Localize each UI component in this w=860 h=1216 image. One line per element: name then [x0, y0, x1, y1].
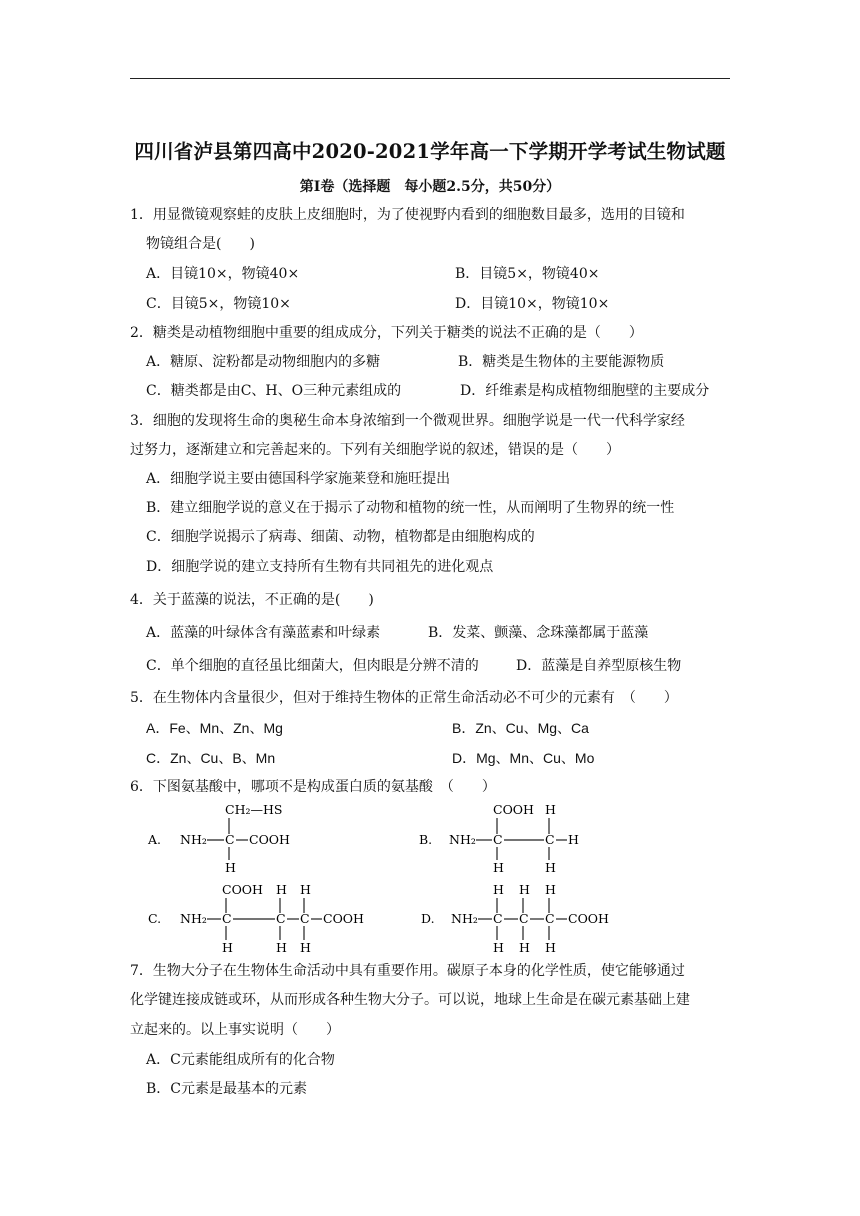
d-c1: C — [493, 911, 503, 926]
q4-option-b: B．发菜、颤藻、念珠藻都属于蓝藻 — [428, 625, 649, 641]
b-c2: C — [545, 832, 555, 847]
q3-option-a: A．细胞学说主要由德国科学家施莱登和施旺提出 — [146, 471, 451, 487]
q5-stem: 5．在生物体内含量很少，但对于维持生物体的正常生命活动必不可少的元素有 （ ） — [130, 690, 678, 706]
q1-option-a: A．目镜10×，物镜40× — [146, 266, 300, 282]
d-cooh: COOH — [568, 911, 609, 926]
q5-option-d: D．Mg、Mn、Cu、Mo — [452, 750, 595, 766]
amino-acid-c-diagram — [140, 878, 380, 958]
q3-option-c: C．细胞学说揭示了病毒、细菌、动物，植物都是由细胞构成的 — [146, 529, 535, 545]
b-h-bottom2: H — [545, 860, 556, 875]
c-h-top2: H — [300, 882, 311, 897]
b-h-bottom1: H — [493, 860, 504, 875]
q3-stem-line2: 过努力，逐渐建立和完善起来的。下列有关细胞学说的叙述，错误的是（ ） — [130, 442, 620, 458]
q1-option-c: C．目镜5×，物镜10× — [146, 296, 291, 312]
q5-option-a: A．Fe、Mn、Zn、Mg — [146, 720, 283, 736]
a-nh2: NH₂ — [180, 832, 207, 847]
q1-stem-line2: 物镜组合是( ) — [146, 236, 255, 252]
q5-option-c: C．Zn、Cu、B、Mn — [146, 750, 276, 766]
c-label: C. — [148, 911, 162, 926]
q4-option-a: A．蓝藻的叶绿体含有藻蓝素和叶绿素 — [146, 625, 381, 641]
a-h: H — [225, 860, 236, 875]
a-side-chain: CH₂—HS — [225, 802, 283, 817]
a-label: A. — [148, 832, 162, 847]
amino-acid-d-diagram — [415, 878, 635, 958]
d-label: D. — [421, 911, 435, 926]
b-label: B. — [419, 832, 433, 847]
q5-option-b: B．Zn、Cu、Mg、Ca — [452, 720, 589, 736]
c-h-bottom2: H — [276, 940, 287, 955]
d-h-top3: H — [545, 882, 556, 897]
c-c2: C — [276, 911, 286, 926]
q2-stem: 2．糖类是动植物细胞中重要的组成成分，下列关于糖类的说法不正确的是（ ） — [130, 325, 643, 341]
c-h-top1: H — [276, 882, 287, 897]
q2-option-d: D．纤维素是构成植物细胞壁的主要成分 — [460, 383, 710, 399]
q7-option-b: B．C元素是最基本的元素 — [146, 1081, 307, 1097]
q3-stem-line1: 3．细胞的发现将生命的奥秘生命本身浓缩到一个微观世界。细胞学说是一代一代科学家经 — [130, 413, 685, 429]
c-cooh-top: COOH — [222, 882, 263, 897]
c-c1: C — [222, 911, 232, 926]
d-h-bottom1: H — [493, 940, 504, 955]
q4-option-c: C．单个细胞的直径虽比细菌大，但肉眼是分辨不清的 — [146, 658, 479, 674]
section-heading: 第Ⅰ卷（选择题 每小题2.5分，共50分） — [299, 179, 561, 195]
d-c2: C — [519, 911, 529, 926]
b-h-top: H — [545, 802, 556, 817]
q3-option-d: D．细胞学说的建立支持所有生物有共同祖先的进化观点 — [146, 559, 494, 575]
b-nh2: NH₂ — [449, 832, 476, 847]
c-c3: C — [300, 911, 310, 926]
b-h-right: H — [568, 832, 579, 847]
q1-option-d: D．目镜10×，物镜10× — [455, 296, 610, 312]
q4-option-d: D．蓝藻是自养型原核生物 — [516, 658, 682, 674]
header-rule — [130, 78, 730, 79]
b-c1: C — [493, 832, 503, 847]
q2-option-a: A．糖原、淀粉都是动物细胞内的多糖 — [146, 354, 381, 370]
a-cooh: COOH — [249, 832, 290, 847]
d-h-bottom2: H — [519, 940, 530, 955]
d-h-top1: H — [493, 882, 504, 897]
q7-stem-line3: 立起来的。以上事实说明（ ） — [130, 1022, 340, 1038]
q2-option-b: B．糖类是生物体的主要能源物质 — [458, 354, 665, 370]
q7-stem-line2: 化学键连接成链或环，从而形成各种生物大分子。可以说，地球上生命是在碳元素基础上建 — [130, 992, 690, 1008]
amino-acid-a-diagram — [140, 800, 320, 880]
q3-option-b: B．建立细胞学说的意义在于揭示了动物和植物的统一性，从而阐明了生物界的统一性 — [146, 500, 675, 516]
d-nh2: NH₂ — [451, 911, 478, 926]
q2-option-c: C．糖类都是由C、H、O三种元素组成的 — [146, 383, 402, 399]
c-cooh: COOH — [323, 911, 364, 926]
c-nh2: NH₂ — [180, 911, 207, 926]
q4-stem: 4．关于蓝藻的说法，不正确的是( ) — [130, 592, 374, 608]
a-c: C — [225, 832, 235, 847]
d-h-top2: H — [519, 882, 530, 897]
q7-stem-line1: 7．生物大分子在生物体生命活动中具有重要作用。碳原子本身的化学性质，使它能够通过 — [130, 963, 685, 979]
q6-stem: 6．下图氨基酸中，哪项不是构成蛋白质的氨基酸 （ ） — [130, 779, 496, 795]
b-cooh: COOH — [493, 802, 534, 817]
q7-option-a: A．C元素能组成所有的化合物 — [146, 1052, 335, 1068]
d-h-bottom3: H — [545, 940, 556, 955]
amino-acid-b-diagram — [415, 800, 595, 880]
d-c3: C — [545, 911, 555, 926]
page-title: 四川省泸县第四高中2020-2021学年高一下学期开学考试生物试题 — [134, 140, 726, 163]
c-h-bottom1: H — [222, 940, 233, 955]
q1-option-b: B．目镜5×，物镜40× — [455, 266, 600, 282]
q1-stem-line1: 1．用显微镜观察蛙的皮肤上皮细胞时，为了使视野内看到的细胞数目最多，选用的目镜和 — [130, 207, 685, 223]
c-h-bottom3: H — [300, 940, 311, 955]
